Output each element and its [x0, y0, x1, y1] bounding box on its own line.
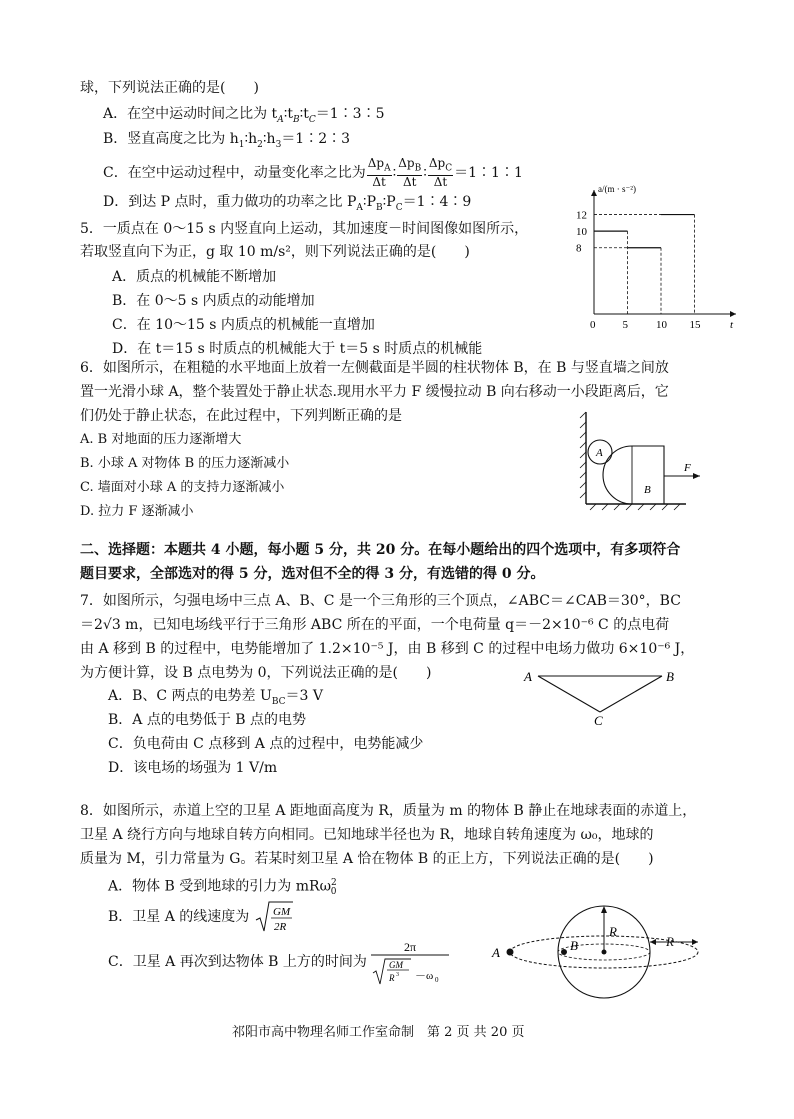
q8-stem-line1: 8．如图所示，赤道上空的卫星 A 距地面高度为 R，质量为 m 的物体 B 静止在地球表面的赤道上，	[80, 803, 697, 819]
satellite-a	[507, 949, 514, 956]
q4-option-b: B．竖直高度之比为 $h_1∶h_2∶h_3=1∶2∶3$	[103, 131, 351, 150]
q5-stem-line2: 若取竖直向下为正，g 取 10 m/s²，则下列说法正确的是( )	[80, 244, 470, 260]
q8-stem-line3: 质量为 M，引力常量为 G。若某时刻卫星 A 恰在物体 B 的正上方，下列说法正确的是( )	[80, 851, 654, 867]
q7-option-b: B．A 点的电势低于 B 点的电势	[108, 712, 307, 728]
label-r1: R	[609, 924, 617, 939]
x-tick-0: 0	[590, 319, 596, 330]
q4-option-d: D．到达 P 点时，重力做功的功率之比 $P_A∶P_B∶P_C=1∶4∶9$	[103, 194, 472, 213]
q7-stem-line1: 7．如图所示，匀强电场中三点 A、B、C 是一个三角形的三个顶点，∠ABC＝∠CAB＝30°，BC	[80, 593, 681, 609]
y-tick-10: 10	[576, 226, 587, 239]
q6-option-a: A. B 对地面的压力逐渐增大	[80, 432, 242, 447]
label-a: A	[492, 945, 500, 960]
object-b	[561, 949, 567, 955]
page-footer: 祁阳市高中物理名师工作室命制 第 2 页 共 20 页	[232, 1025, 525, 1040]
q7-option-d: D．该电场的场强为 1 V/m	[108, 760, 278, 776]
q6-option-c: C. 墙面对小球 A 的支持力逐渐减小	[80, 480, 285, 495]
svg-text:2R: 2R	[273, 921, 286, 933]
sqrt-gm-2r	[254, 900, 294, 934]
wall-ball-block-figure	[576, 408, 706, 518]
q6-option-b: B. 小球 A 对物体 B 的压力逐渐减小	[80, 456, 290, 471]
q7-option-c: C．负电荷由 C 点移到 A 点的过程中，电势能减少	[108, 736, 424, 752]
label-c: C	[594, 713, 603, 728]
q8-option-a: A．物体 B 受到地球的引力为 mRω$^2_0$	[108, 878, 337, 898]
q8-stem-line2: 卫星 A 绕行方向与地球自转方向相同。已知地球半径也为 R，地球自转角速度为 ω₀，地球的	[80, 827, 654, 843]
svg-text:2π: 2π	[404, 940, 417, 954]
section2-line2: 题目要求，全部选对的得 5 分，选对但不全的得 3 分，有选错的得 0 分。	[80, 566, 545, 582]
q7-stem-line3: 由 A 移到 B 的过程中，电势能增加了 1.2×10⁻⁵ J，由 B 移到 C 的过程中电场力做功 6×10⁻⁶ J，	[80, 641, 695, 657]
y-axis-label: a/(m · s⁻²)	[598, 184, 636, 194]
period-formula	[371, 939, 451, 985]
label-b: B	[666, 669, 674, 684]
q4-option-a: A．在空中运动时间之比为 $t_A∶t_B∶t_C=1∶3∶5$	[103, 106, 385, 125]
label-f: F	[684, 462, 691, 474]
acceleration-time-chart	[568, 178, 748, 330]
label-a: A	[596, 447, 603, 459]
q5-stem-line1: 5．一质点在 0～15 s 内竖直向上运动，其加速度－时间图像如图所示，	[80, 221, 529, 237]
svg-text:GM: GM	[272, 906, 290, 918]
x-axis-arrow	[730, 311, 736, 317]
x-tick-10: 10	[656, 319, 667, 330]
q6-stem-line2: 置一光滑小球 A，整个装置处于静止状态.现用水平力 F 缓慢拉动 B 向右移动一小段距离后，它	[80, 384, 669, 400]
q8-option-c: C．卫星 A 再次到达物体 B 上方的时间为 2π GM R 3 －ω 0	[108, 939, 451, 985]
label-b: B	[644, 484, 651, 496]
x-tick-15: 15	[689, 319, 701, 330]
svg-text:－ω: －ω	[415, 970, 434, 982]
q5-option-a: A．质点的机械能不断增加	[112, 269, 277, 285]
q4-option-c: C．在空中运动过程中，动量变化率之比为 $\frac{\Delta p_A}{\Delta t}$ ∶ $\frac{\Delta p_B}{\Delta t}$ ∶ $\frac{\Delta p_C}{\Delta t}$ ＝1∶1∶1	[103, 156, 523, 190]
triangle-abc-figure	[518, 666, 688, 728]
q8-option-b: B．卫星 A 的线速度为 GM 2R	[108, 900, 294, 934]
earth-satellite-figure	[488, 902, 718, 1002]
q7-option-a: A．B、C 两点的电势差 $U_{BC}=3$ V	[108, 688, 323, 707]
q7-stem-line4: 为方便计算，设 B 点电势为 0，下列说法正确的是( )	[80, 665, 432, 681]
label-b: B	[570, 938, 578, 953]
q6-option-d: D. 拉力 F 逐渐减小	[80, 504, 194, 519]
q7-stem-line2: ＝2√3 m，已知电场线平行于三角形 ABC 所在的平面，一个电荷量 q＝－2×10⁻⁶ C 的点电荷	[80, 617, 670, 633]
q5-option-d: D．在 t＝15 s 时质点的机械能大于 t＝5 s 时质点的机械能	[112, 341, 483, 357]
x-tick-5: 5	[622, 319, 628, 330]
label-r2: R	[666, 934, 674, 949]
x-axis-label: t	[730, 319, 734, 330]
q6-stem-line3: 们仍处于静止状态，在此过程中，下列判断正确的是	[80, 408, 402, 424]
y-tick-8: 8	[576, 242, 582, 255]
q4-stem-tail: 球，下列说法正确的是( )	[80, 80, 259, 96]
q6-stem-line1: 6．如图所示，在粗糙的水平地面上放着一左侧截面是半圆的柱状物体 B，在 B 与竖直墙之间放	[80, 360, 669, 376]
q5-option-c: C．在 10～15 s 内质点的机械能一直增加	[112, 317, 375, 333]
y-axis-arrow	[591, 190, 597, 196]
q5-option-b: B．在 0～5 s 内质点的动能增加	[112, 293, 315, 309]
label-a: A	[524, 669, 532, 684]
svg-text:0: 0	[435, 976, 439, 984]
y-tick-12: 12	[576, 209, 587, 222]
section2-line1: 二、选择题：本题共 4 小题，每小题 5 分，共 20 分。在每小题给出的四个选项中，有多项符合	[80, 542, 681, 558]
svg-text:3: 3	[396, 972, 400, 978]
svg-text:R: R	[389, 973, 395, 983]
svg-text:GM: GM	[389, 960, 404, 970]
